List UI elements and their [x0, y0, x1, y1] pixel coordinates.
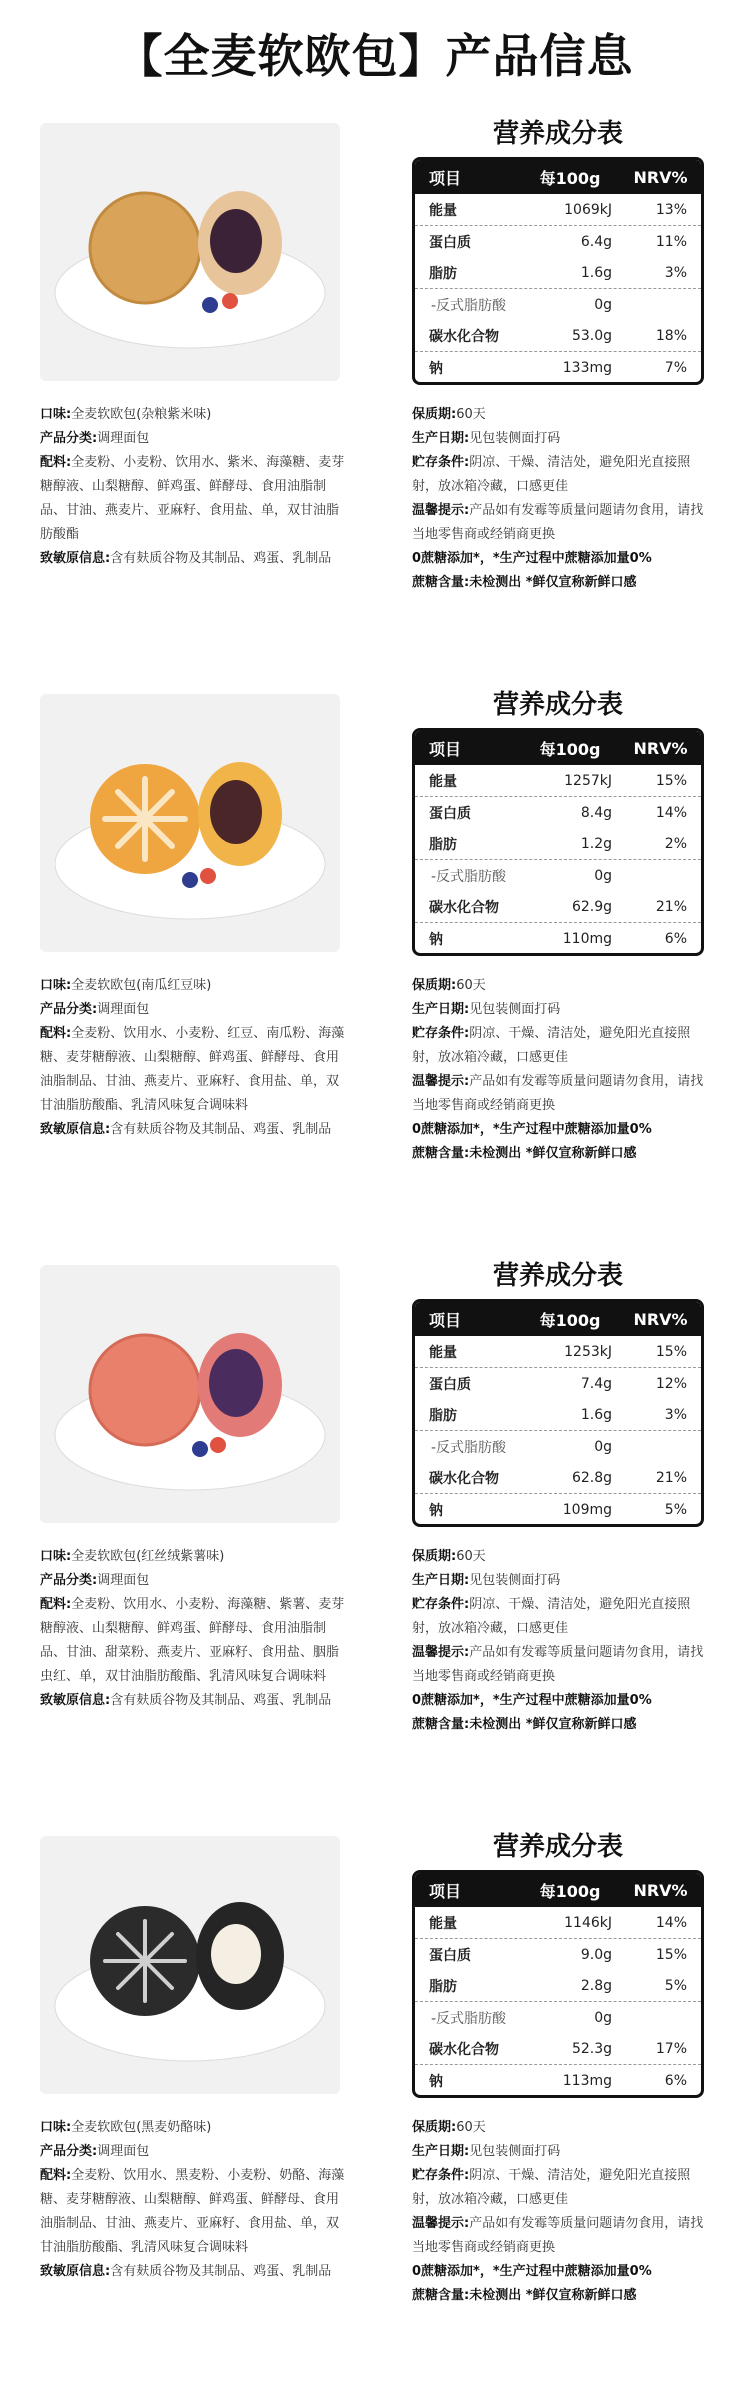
allergen-label: 致敏原信息: [40, 551, 111, 566]
product-info [40, 1545, 350, 1713]
nutrient-name: 钠 [429, 2073, 443, 2090]
nutrient-value: 53.0g [571, 327, 612, 344]
nutrient-value: 1.6g [580, 1406, 612, 1423]
production-date-label: 生产日期: [412, 2144, 470, 2159]
production-date-label: 生产日期: [412, 1002, 470, 1017]
nutrient-name: 能量 [429, 1915, 457, 1932]
nutrient-name: -反式脂肪酸 [431, 868, 507, 885]
nutrient-value: 0g [594, 2009, 612, 2026]
storage-label: 贮存条件: [412, 1597, 470, 1612]
product-section-4 [0, 1832, 750, 2396]
storage-info [412, 1545, 712, 1737]
category-label: 产品分类: [40, 1573, 98, 1588]
production-date-label: 生产日期: [412, 1573, 470, 1588]
nutrient-nrv: 15% [655, 772, 687, 789]
nutrient-nrv: 6% [664, 2072, 687, 2089]
sucrose-added: 0蔗糖添加*，*生产过程中蔗糖添加量0% [412, 551, 652, 566]
category-label: 产品分类: [40, 1002, 98, 1017]
sucrose-added: 0蔗糖添加*，*生产过程中蔗糖添加量0% [412, 1693, 652, 1708]
ingredients-label: 配料: [40, 455, 72, 470]
nutrient-nrv: 15% [655, 1343, 687, 1360]
nutrient-value: 1253kJ [564, 1343, 612, 1360]
nutrient-value: 1257kJ [564, 772, 612, 789]
header-per100g: 每100g [539, 739, 601, 759]
nutrient-name: 碳水化合物 [429, 2041, 499, 2058]
nutrient-name: 能量 [429, 202, 457, 219]
header-nrv: NRV% [633, 1309, 688, 1329]
category-label: 产品分类: [40, 431, 98, 446]
shelf-life-value: 60天 [456, 2120, 486, 2135]
production-date-value: 见包装侧面打码 [469, 1002, 561, 1017]
nutrient-name: 蛋白质 [429, 234, 471, 251]
sucrose-added: 0蔗糖添加*，*生产过程中蔗糖添加量0% [412, 2264, 652, 2279]
nutrition-title: 营养成分表 [492, 119, 623, 149]
nutrient-nrv: 18% [655, 327, 687, 344]
category-value: 调理面包 [97, 1573, 150, 1588]
product-section-2 [0, 690, 750, 1254]
tips-label: 温馨提示: [412, 2216, 470, 2231]
product-photo [40, 123, 340, 381]
nutrient-nrv: 14% [655, 1914, 687, 1931]
nutrient-value: 62.8g [571, 1469, 612, 1486]
flavor-value: 全麦软欧包(杂粮紫米味) [71, 407, 212, 422]
nutrient-value: 113mg [562, 2072, 612, 2089]
nutrient-nrv: 13% [655, 201, 687, 218]
flavor-value: 全麦软欧包(红丝绒紫薯味) [71, 1549, 225, 1564]
header-per100g: 每100g [539, 168, 601, 188]
nutrient-value: 1069kJ [564, 201, 612, 218]
nutrient-value: 109mg [562, 1501, 612, 1518]
nutrient-value: 52.3g [571, 2040, 612, 2057]
nutrient-name: 脂肪 [429, 1978, 457, 1995]
product-photo [40, 694, 340, 952]
header-per100g: 每100g [539, 1310, 601, 1330]
tips-value: 产品如有发霉等质量问题请勿食用，请找当地零售商或经销商更换 [412, 2216, 704, 2255]
nutrient-nrv: 21% [655, 1469, 687, 1486]
nutrient-nrv: 21% [655, 898, 687, 915]
nutrient-nrv: 3% [664, 264, 687, 281]
nutrient-name: 脂肪 [429, 1407, 457, 1424]
sucrose-content: 蔗糖含量:未检测出 *鲜仅宣称新鲜口感 [412, 575, 637, 590]
shelf-life-label: 保质期: [412, 407, 457, 422]
nutrition-title: 营养成分表 [492, 1261, 623, 1291]
nutrient-value: 8.4g [580, 804, 612, 821]
nutrient-name: 钠 [429, 360, 443, 377]
allergen-value: 含有麸质谷物及其制品、鸡蛋、乳制品 [110, 551, 332, 566]
product-photo [40, 1265, 340, 1523]
ingredients-value: 全麦粉、小麦粉、饮用水、紫米、海藻糖、麦芽糖醇液、山梨糖醇、鲜鸡蛋、鲜酵母、食用油脂制品、甘油、燕麦片、亚麻籽、食用盐、单，双甘油脂肪酸酯 [40, 455, 345, 542]
header-item: 项目 [429, 168, 462, 188]
nutrient-name: 能量 [429, 773, 457, 790]
nutrient-nrv: 5% [664, 1977, 687, 1994]
production-date-value: 见包装侧面打码 [469, 431, 561, 446]
nutrition-title: 营养成分表 [492, 690, 623, 720]
product-photo [40, 1836, 340, 2094]
flavor-label: 口味: [40, 407, 72, 422]
tips-label: 温馨提示: [412, 503, 470, 518]
product-section-1 [0, 119, 750, 683]
allergen-label: 致敏原信息: [40, 1122, 111, 1137]
nutrient-name: 碳水化合物 [429, 1470, 499, 1487]
nutrient-nrv: 3% [664, 1406, 687, 1423]
nutrition-title: 营养成分表 [492, 1832, 623, 1862]
page-title: 【全麦软欧包】产品信息 [116, 29, 634, 83]
header-item: 项目 [429, 1310, 462, 1330]
shelf-life-label: 保质期: [412, 2120, 457, 2135]
nutrient-nrv: 6% [664, 930, 687, 947]
nutrient-nrv: 5% [664, 1501, 687, 1518]
storage-info [412, 403, 712, 595]
tips-value: 产品如有发霉等质量问题请勿食用，请找当地零售商或经销商更换 [412, 1645, 704, 1684]
nutrient-name: 碳水化合物 [429, 328, 499, 345]
header-nrv: NRV% [633, 1880, 688, 1900]
shelf-life-label: 保质期: [412, 1549, 457, 1564]
allergen-label: 致敏原信息: [40, 2264, 111, 2279]
flavor-label: 口味: [40, 1549, 72, 1564]
flavor-value: 全麦软欧包(黑麦奶酪味) [71, 2120, 212, 2135]
nutrient-nrv: 2% [664, 835, 687, 852]
nutrient-name: 蛋白质 [429, 805, 471, 822]
product-info [40, 974, 350, 1142]
nutrient-value: 9.0g [580, 1946, 612, 1963]
nutrient-name: 蛋白质 [429, 1376, 471, 1393]
production-date-label: 生产日期: [412, 431, 470, 446]
storage-value: 阴凉、干燥、清洁处，避免阳光直接照射，放冰箱冷藏，口感更佳 [412, 1597, 691, 1636]
nutrition-table [412, 1299, 704, 1527]
header-item: 项目 [429, 1881, 462, 1901]
storage-info [412, 2116, 712, 2308]
ingredients-label: 配料: [40, 2168, 72, 2183]
nutrient-value: 62.9g [571, 898, 612, 915]
allergen-value: 含有麸质谷物及其制品、鸡蛋、乳制品 [110, 1693, 332, 1708]
nutrient-name: 碳水化合物 [429, 899, 499, 916]
storage-info [412, 974, 712, 1166]
flavor-label: 口味: [40, 978, 72, 993]
nutrient-nrv: 11% [655, 233, 687, 250]
nutrient-nrv: 15% [655, 1946, 687, 1963]
product-info [40, 2116, 350, 2284]
nutrient-name: -反式脂肪酸 [431, 297, 507, 314]
category-value: 调理面包 [97, 431, 150, 446]
nutrient-value: 1.2g [580, 835, 612, 852]
nutrient-name: 蛋白质 [429, 1947, 471, 1964]
nutrient-value: 0g [594, 867, 612, 884]
tips-value: 产品如有发霉等质量问题请勿食用，请找当地零售商或经销商更换 [412, 1074, 704, 1113]
shelf-life-value: 60天 [456, 407, 486, 422]
category-value: 调理面包 [97, 2144, 150, 2159]
flavor-label: 口味: [40, 2120, 72, 2135]
nutrient-name: 钠 [429, 1502, 443, 1519]
shelf-life-label: 保质期: [412, 978, 457, 993]
header-nrv: NRV% [633, 167, 688, 187]
allergen-value: 含有麸质谷物及其制品、鸡蛋、乳制品 [110, 1122, 332, 1137]
product-info [40, 403, 350, 571]
allergen-label: 致敏原信息: [40, 1693, 111, 1708]
nutrient-value: 1146kJ [564, 1914, 612, 1931]
shelf-life-value: 60天 [456, 978, 486, 993]
allergen-value: 含有麸质谷物及其制品、鸡蛋、乳制品 [110, 2264, 332, 2279]
nutrient-name: 能量 [429, 1344, 457, 1361]
production-date-value: 见包装侧面打码 [469, 1573, 561, 1588]
nutrient-name: 钠 [429, 931, 443, 948]
tips-label: 温馨提示: [412, 1645, 470, 1660]
storage-value: 阴凉、干燥、清洁处，避免阳光直接照射，放冰箱冷藏，口感更佳 [412, 455, 691, 494]
sucrose-content: 蔗糖含量:未检测出 *鲜仅宣称新鲜口感 [412, 2288, 637, 2303]
ingredients-value: 全麦粉、饮用水、小麦粉、海藻糖、紫薯、麦芽糖醇液、山梨糖醇、鲜鸡蛋、鲜酵母、食用油脂制品、甘油、甜菜粉、燕麦片、亚麻籽、食用盐、胭脂虫红、单，双甘油脂肪酸酯、乳清风味复合调味料 [40, 1597, 345, 1684]
header-nrv: NRV% [633, 738, 688, 758]
nutrient-value: 6.4g [580, 233, 612, 250]
nutrient-value: 133mg [562, 359, 612, 376]
production-date-value: 见包装侧面打码 [469, 2144, 561, 2159]
nutrient-name: 脂肪 [429, 265, 457, 282]
shelf-life-value: 60天 [456, 1549, 486, 1564]
nutrient-name: -反式脂肪酸 [431, 2010, 507, 2027]
nutrient-value: 7.4g [580, 1375, 612, 1392]
nutrient-value: 0g [594, 296, 612, 313]
nutrient-nrv: 17% [655, 2040, 687, 2057]
sucrose-content: 蔗糖含量:未检测出 *鲜仅宣称新鲜口感 [412, 1146, 637, 1161]
header-item: 项目 [429, 739, 462, 759]
category-label: 产品分类: [40, 2144, 98, 2159]
nutrient-value: 110mg [562, 930, 612, 947]
nutrient-nrv: 7% [664, 359, 687, 376]
header-per100g: 每100g [539, 1881, 601, 1901]
nutrition-table [412, 1870, 704, 2098]
storage-label: 贮存条件: [412, 2168, 470, 2183]
tips-label: 温馨提示: [412, 1074, 470, 1089]
ingredients-value: 全麦粉、饮用水、黑麦粉、小麦粉、奶酪、海藻糖、麦芽糖醇液、山梨糖醇、鲜鸡蛋、鲜酵母、食用油脂制品、甘油、燕麦片、亚麻籽、食用盐、单，双甘油脂肪酸酯、乳清风味复合调味料 [40, 2168, 345, 2255]
storage-label: 贮存条件: [412, 455, 470, 470]
storage-value: 阴凉、干燥、清洁处，避免阳光直接照射，放冰箱冷藏，口感更佳 [412, 1026, 691, 1065]
nutrient-nrv: 14% [655, 804, 687, 821]
nutrient-value: 2.8g [580, 1977, 612, 1994]
storage-label: 贮存条件: [412, 1026, 470, 1041]
nutrient-nrv: 12% [655, 1375, 687, 1392]
nutrient-value: 1.6g [580, 264, 612, 281]
nutrient-name: -反式脂肪酸 [431, 1439, 507, 1456]
ingredients-label: 配料: [40, 1597, 72, 1612]
nutrition-table [412, 728, 704, 956]
nutrient-value: 0g [594, 1438, 612, 1455]
ingredients-value: 全麦粉、饮用水、小麦粉、红豆、南瓜粉、海藻糖、麦芽糖醇液、山梨糖醇、鲜鸡蛋、鲜酵母、食用油脂制品、甘油、燕麦片、亚麻籽、食用盐、单，双甘油脂肪酸酯、乳清风味复合调味料 [40, 1026, 345, 1113]
nutrition-table [412, 157, 704, 385]
sucrose-content: 蔗糖含量:未检测出 *鲜仅宣称新鲜口感 [412, 1717, 637, 1732]
category-value: 调理面包 [97, 1002, 150, 1017]
product-section-3 [0, 1261, 750, 1825]
ingredients-label: 配料: [40, 1026, 72, 1041]
tips-value: 产品如有发霉等质量问题请勿食用，请找当地零售商或经销商更换 [412, 503, 704, 542]
nutrient-name: 脂肪 [429, 836, 457, 853]
storage-value: 阴凉、干燥、清洁处，避免阳光直接照射，放冰箱冷藏，口感更佳 [412, 2168, 691, 2207]
flavor-value: 全麦软欧包(南瓜红豆味) [71, 978, 212, 993]
sucrose-added: 0蔗糖添加*，*生产过程中蔗糖添加量0% [412, 1122, 652, 1137]
